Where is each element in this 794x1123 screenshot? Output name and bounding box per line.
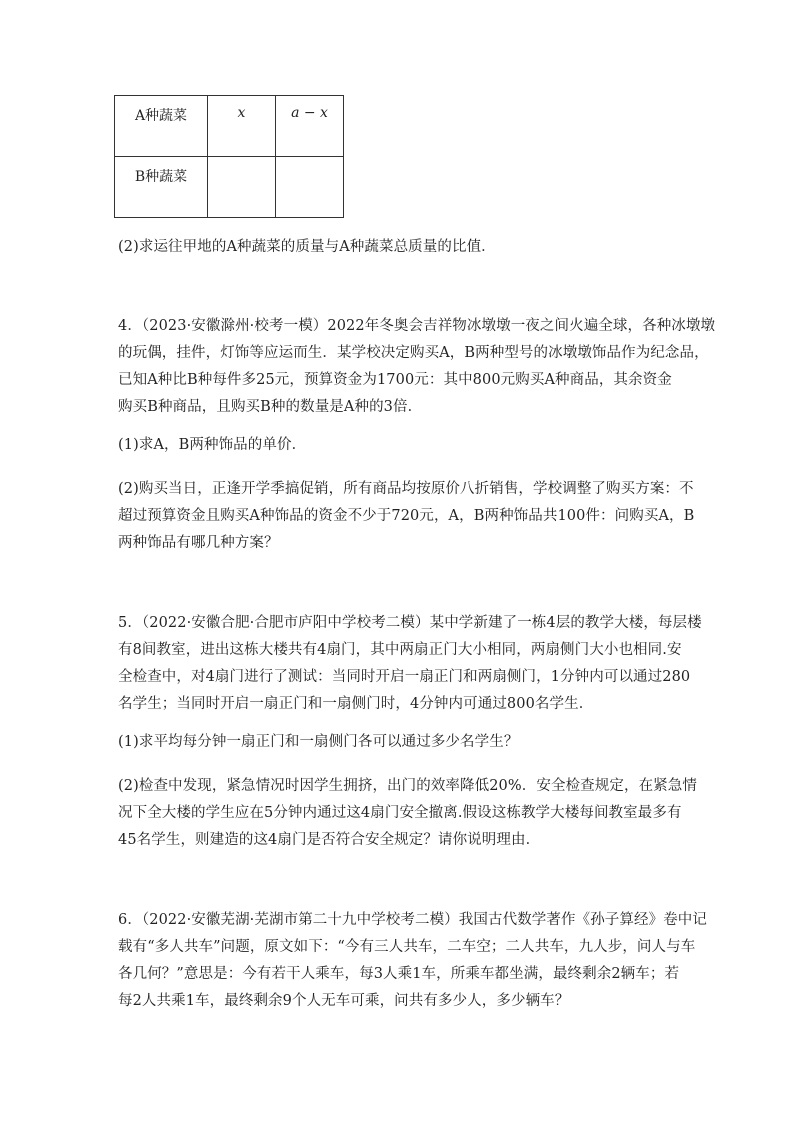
q3-part2: (2)求运往甲地的A种蔬菜的质量与A种蔬菜总质量的比值． [118,239,496,255]
table-cell [208,157,276,218]
table-cell: x [208,96,276,157]
q5-part2-line: (2)检查中发现，紧急情况时因学生拥挤，出门的效率降低20%．安全检查规定，在紧急情 [118,778,697,794]
q6-line: 6．（2022·安徽芜湖·芜湖市第二十九中学校考二模）我国古代数学著作《孙子算经》卷中记 [118,912,707,928]
table-row [115,96,344,157]
q5-part2-line: 况下全大楼的学生应在5分钟内通过这4扇门安全撤离.假设这栋教学大楼每间教室最多有 [118,805,682,821]
q4-line: 的玩偶，挂件，灯饰等应运而生．某学校决定购买A，B两种型号的冰墩墩饰品作为纪念品， [118,345,709,361]
q4-part2-line: 超过预算资金且购买A种饰品的资金不少于720元，A，B两种饰品共100件：问购买A，B [118,508,695,524]
q4-line: 已知A种比B种每件多25元，预算资金为1700元：其中800元购买A种商品，其余资金 [118,372,672,388]
q5-line: 5．（2022·安徽合肥·合肥市庐阳中学校考二模）某中学新建了一栋4层的教学大楼，每层楼 [118,615,702,631]
table-cell [276,157,344,218]
q4-line: 购买B种商品，且购买B种的数量是A种的3倍． [118,399,423,415]
q6-line: 载有“多人共车”问题，原文如下：“今有三人共车，二车空；二人共车，九人步，问人与车 [118,939,696,955]
vegetable-table [114,95,344,218]
table-cell-label: B种蔬菜 [115,157,208,218]
q4-part2-line: 两种饰品有哪几种方案？ [118,535,279,551]
q6-line: 各几何？”意思是：今有若干人乘车，每3人乘1车，所乘车都坐满，最终剩余2辆车；若 [118,966,680,982]
table-row [115,157,344,218]
table-cell-label: A种蔬菜 [115,96,208,157]
table-cell: a − x [276,96,344,157]
q5-part1: (1)求平均每分钟一扇正门和一扇侧门各可以通过多少名学生？ [118,734,519,750]
q6-line: 每2人共乘1车，最终剩余9个人无车可乘，问共有多少人，多少辆车？ [118,993,570,1009]
q5-line: 有8间教室，进出这栋大楼共有4扇门，其中两扇正门大小相同，两扇侧门大小也相同.安 [118,642,682,658]
q4-line: 4．（2023·安徽滁州·校考一模）2022年冬奥会吉祥物冰墩墩一夜之间火遍全球，各种冰墩墩 [118,318,716,334]
q5-part2-line: 45名学生，则建造的这4扇门是否符合安全规定？请你说明理由． [118,832,541,848]
q5-line: 全检查中，对4扇门进行了测试：当同时开启一扇正门和两扇侧门，1分钟内可以通过280 [118,669,691,685]
q5-line: 名学生；当同时开启一扇正门和一扇侧门时，4分钟内可通过800名学生． [118,696,594,712]
q4-part1: (1)求A，B两种饰品的单价． [118,437,307,453]
q4-part2-line: (2)购买当日，正逢开学季搞促销，所有商品均按原价八折销售，学校调整了购买方案：不 [118,481,694,497]
